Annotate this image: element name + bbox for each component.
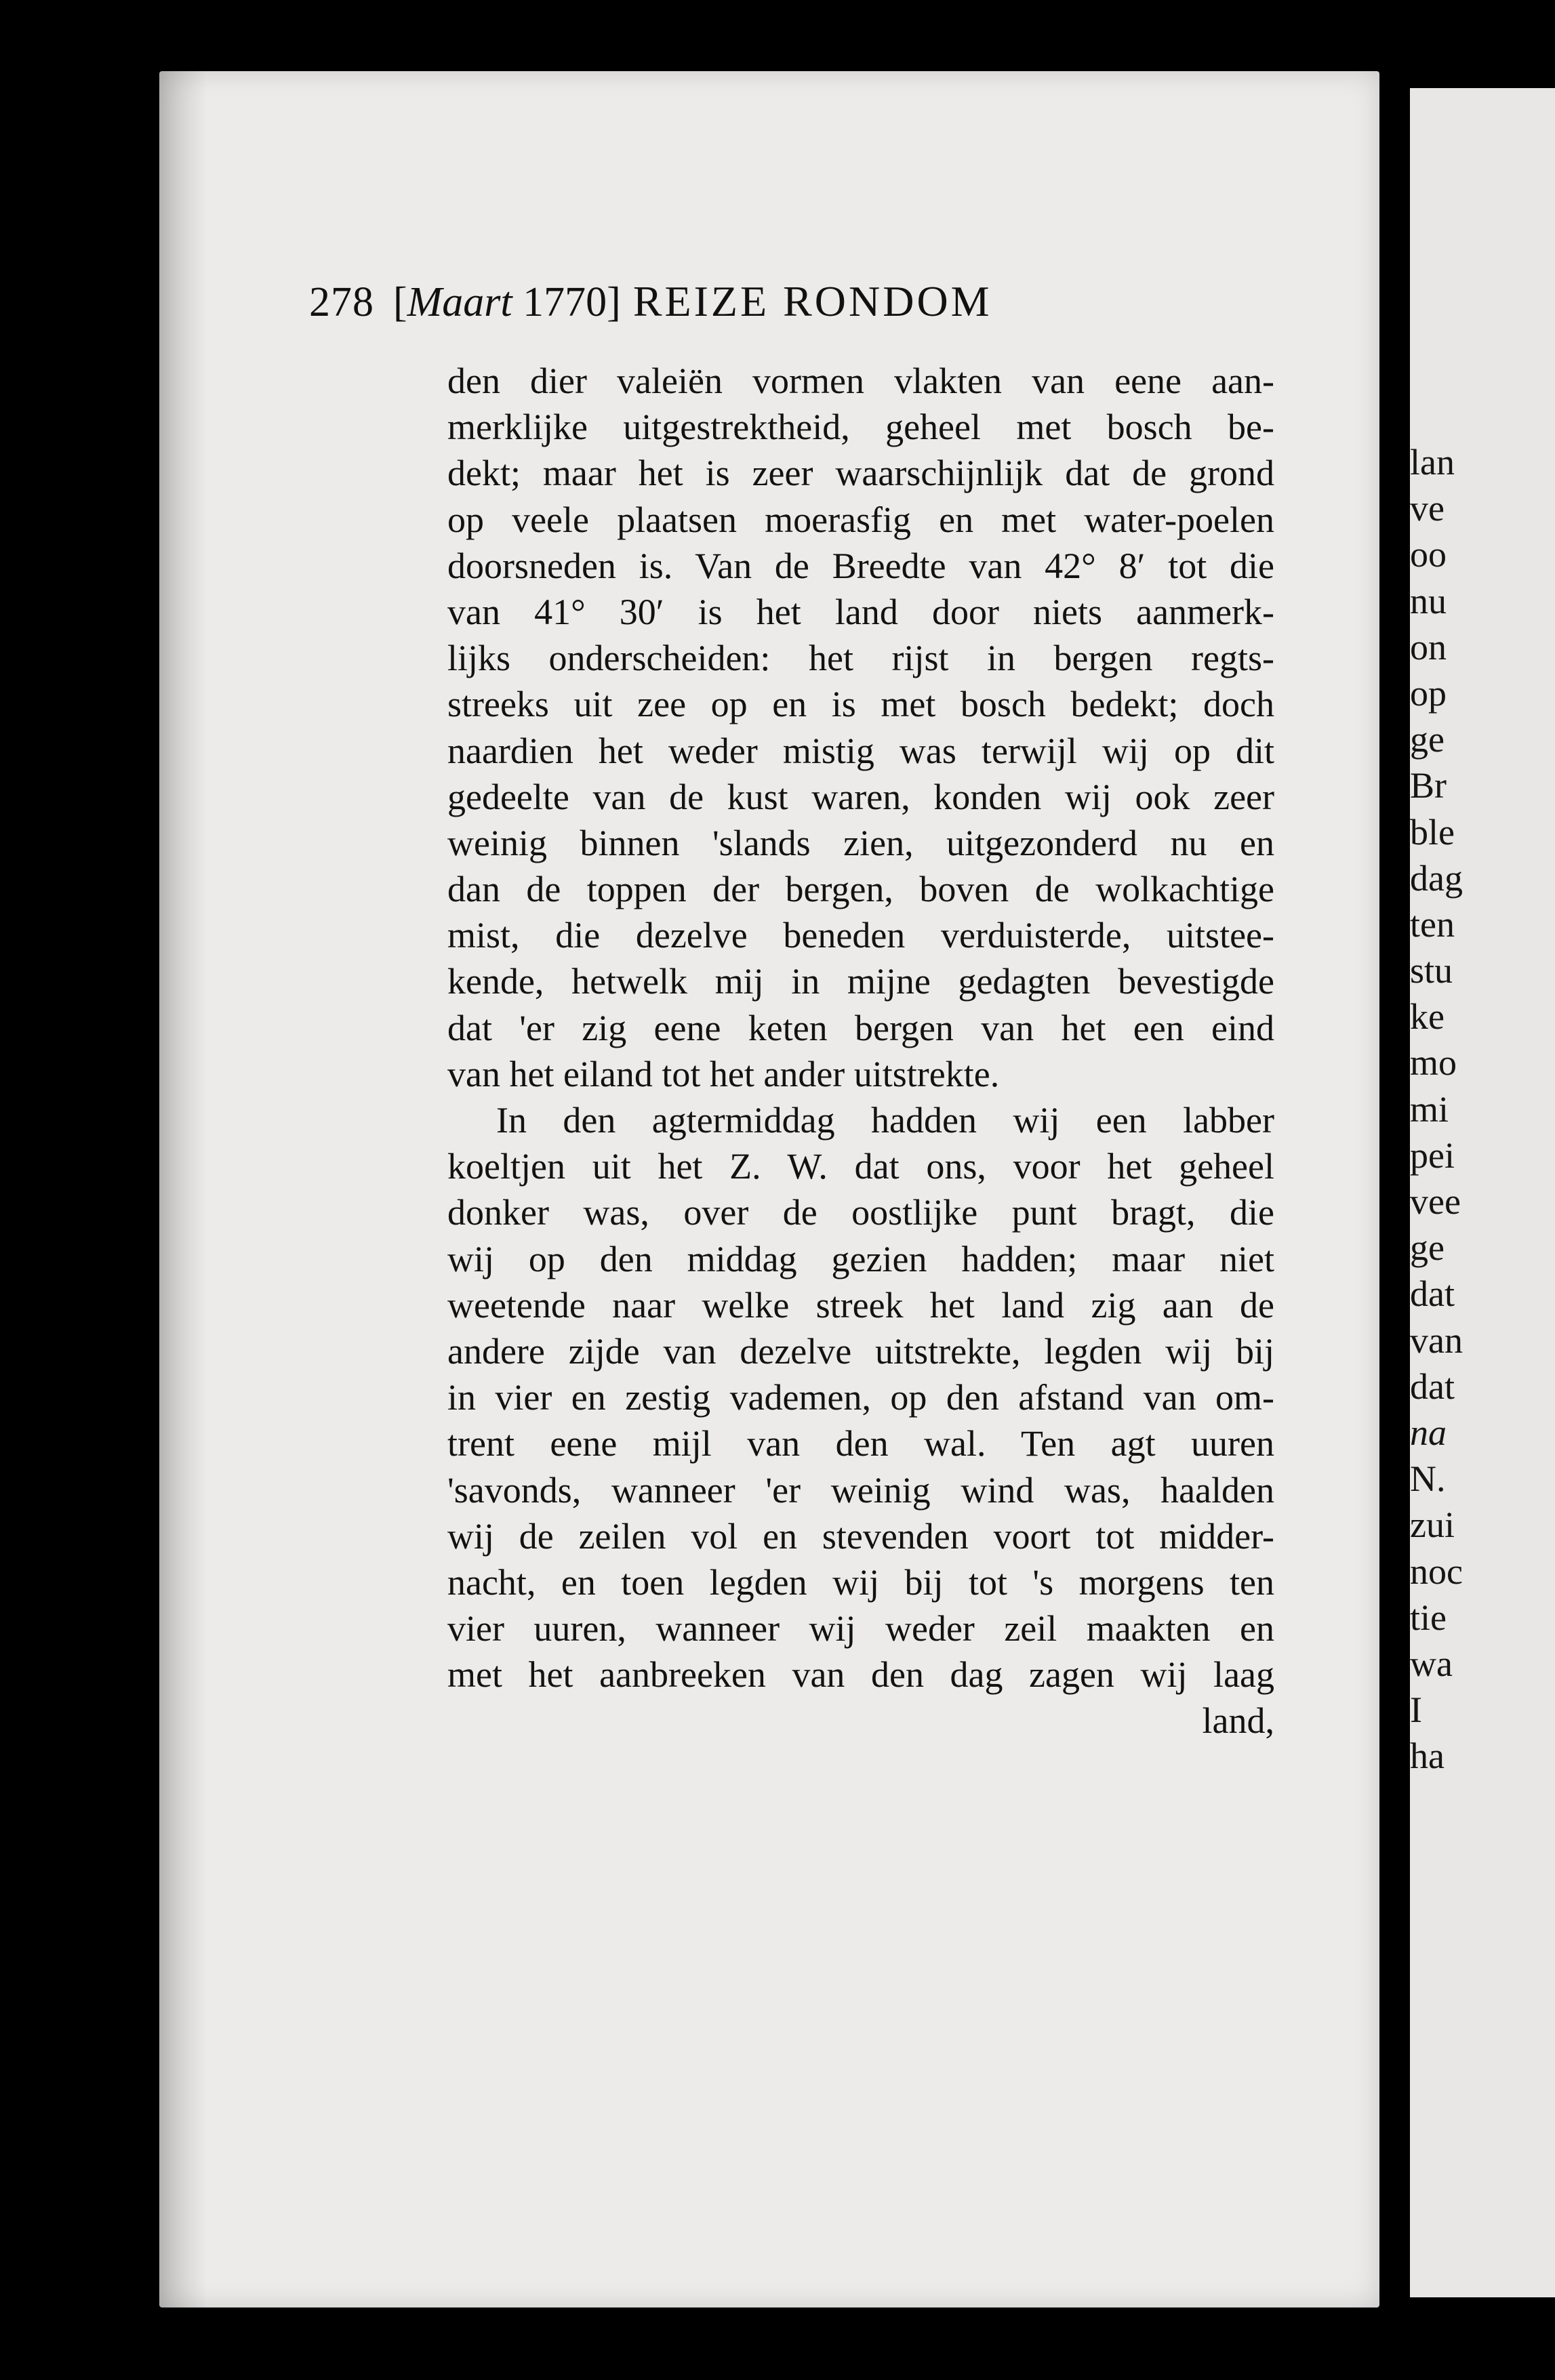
text-line: trent eene mijl van den wal. Ten agt uuren (447, 1423, 1274, 1464)
text-line: met het aanbreeken van den dag zagen wij laag (447, 1654, 1274, 1696)
text-line: op veele plaatsen moerasfig en met water-poelen (447, 499, 1274, 540)
facing-line: ble (1410, 811, 1455, 853)
text-line: weinig binnen 'slands zien, uitgezonderd nu en (447, 822, 1274, 863)
catchword: land, (1202, 1700, 1274, 1742)
facing-line: ten (1410, 903, 1455, 945)
text-line: wij op den middag gezien hadden; maar niet (447, 1238, 1274, 1279)
facing-line: N. (1410, 1458, 1446, 1500)
facing-line: vee (1410, 1181, 1461, 1222)
running-title: REIZE RONDOM (632, 277, 992, 325)
facing-line: na (1410, 1412, 1447, 1453)
text-line: weetende naar welke streek het land zig aan de (447, 1284, 1274, 1326)
text-line: gedeelte van de kust waren, konden wij ook zeer (447, 776, 1274, 817)
text-line: andere zijde van dezelve uitstrekte, legden wij bij (447, 1330, 1274, 1372)
text-line: doorsneden is. Van de Breedte van 42° 8′ tot die (447, 545, 1274, 586)
header-date (393, 279, 621, 325)
paragraph-end-line: van het eiland tot het ander uitstrekte. (447, 1053, 1000, 1094)
text-line: lijks onderscheiden: het rijst in bergen regts- (447, 638, 1274, 679)
page-number: 278 (309, 279, 374, 325)
running-header (309, 276, 1258, 337)
facing-line: ke (1410, 996, 1445, 1038)
facing-line: pei (1410, 1134, 1455, 1176)
facing-line: ha (1410, 1736, 1445, 1777)
facing-line: oo (1410, 534, 1447, 575)
text-line: nacht, en toen legden wij bij tot 's morgens ten (447, 1561, 1274, 1603)
facing-line: Br (1410, 765, 1447, 806)
text-line: van 41° 30′ is het land door niets aanmerk- (447, 591, 1274, 632)
text-line: kende, hetwelk mij in mijne gedagten bevestigde (447, 961, 1274, 1002)
text-line: koeltjen uit het Z. W. dat ons, voor het geheel (447, 1146, 1274, 1187)
paragraph-start-line: In den agtermiddag hadden wij een labber (496, 1100, 1274, 1141)
text-line: naardien het weder mistig was terwijl wij op dit (447, 730, 1274, 771)
text-line: in vier en zestig vademen, op den afstand van om- (447, 1377, 1274, 1418)
facing-line: tie (1410, 1597, 1447, 1638)
text-line: wij de zeilen vol en stevenden voort tot midder- (447, 1515, 1274, 1557)
body-text (447, 358, 1274, 1744)
facing-line: ge (1410, 719, 1445, 760)
facing-line: mi (1410, 1088, 1449, 1130)
facing-line: mo (1410, 1042, 1457, 1084)
text-line: donker was, over de oostlijke punt bragt, die (447, 1192, 1274, 1233)
text-line: 'savonds, wanneer 'er weinig wind was, haalden (447, 1469, 1274, 1511)
text-line: merklijke uitgestrektheid, geheel met bosch be- (447, 407, 1274, 448)
facing-line: dat (1410, 1366, 1455, 1407)
facing-line: ge (1410, 1227, 1445, 1269)
header-date-year: 1770] (523, 279, 621, 325)
facing-line: on (1410, 626, 1447, 668)
book-spine (1379, 0, 1410, 2380)
facing-line: van (1410, 1319, 1463, 1361)
text-line: dat 'er zig eene keten bergen van het een eind (447, 1007, 1274, 1048)
facing-line: nu (1410, 580, 1447, 621)
text-line: den dier valeiën vormen vlakten van eene aan- (447, 361, 1274, 401)
facing-line: I (1410, 1689, 1422, 1731)
text-line: vier uuren, wanneer wij weder zeil maakten en (447, 1608, 1274, 1649)
text-line: dan de toppen der bergen, boven de wolkachtige (447, 869, 1274, 910)
gutter-shadow (159, 71, 207, 2307)
facing-line: noc (1410, 1551, 1463, 1592)
header-date-month: Maart (407, 279, 512, 325)
facing-line: stu (1410, 950, 1453, 991)
facing-page (1410, 88, 1555, 2297)
facing-page-text (1410, 366, 1463, 1779)
header-date-bracket: [ (393, 279, 407, 325)
facing-line: wa (1410, 1643, 1453, 1684)
facing-line: ve (1410, 488, 1445, 529)
text-line: mist, die dezelve beneden verduisterde, uitstee- (447, 915, 1274, 956)
facing-line: lan (1410, 442, 1455, 483)
text-line: dekt; maar het is zeer waarschijnlijk dat de grond (447, 453, 1274, 494)
facing-line: zui (1410, 1504, 1455, 1546)
facing-line: dag (1410, 857, 1463, 899)
facing-line: op (1410, 672, 1447, 714)
text-line: streeks uit zee op en is met bosch bedekt; doch (447, 684, 1274, 725)
facing-line: dat (1410, 1273, 1455, 1315)
